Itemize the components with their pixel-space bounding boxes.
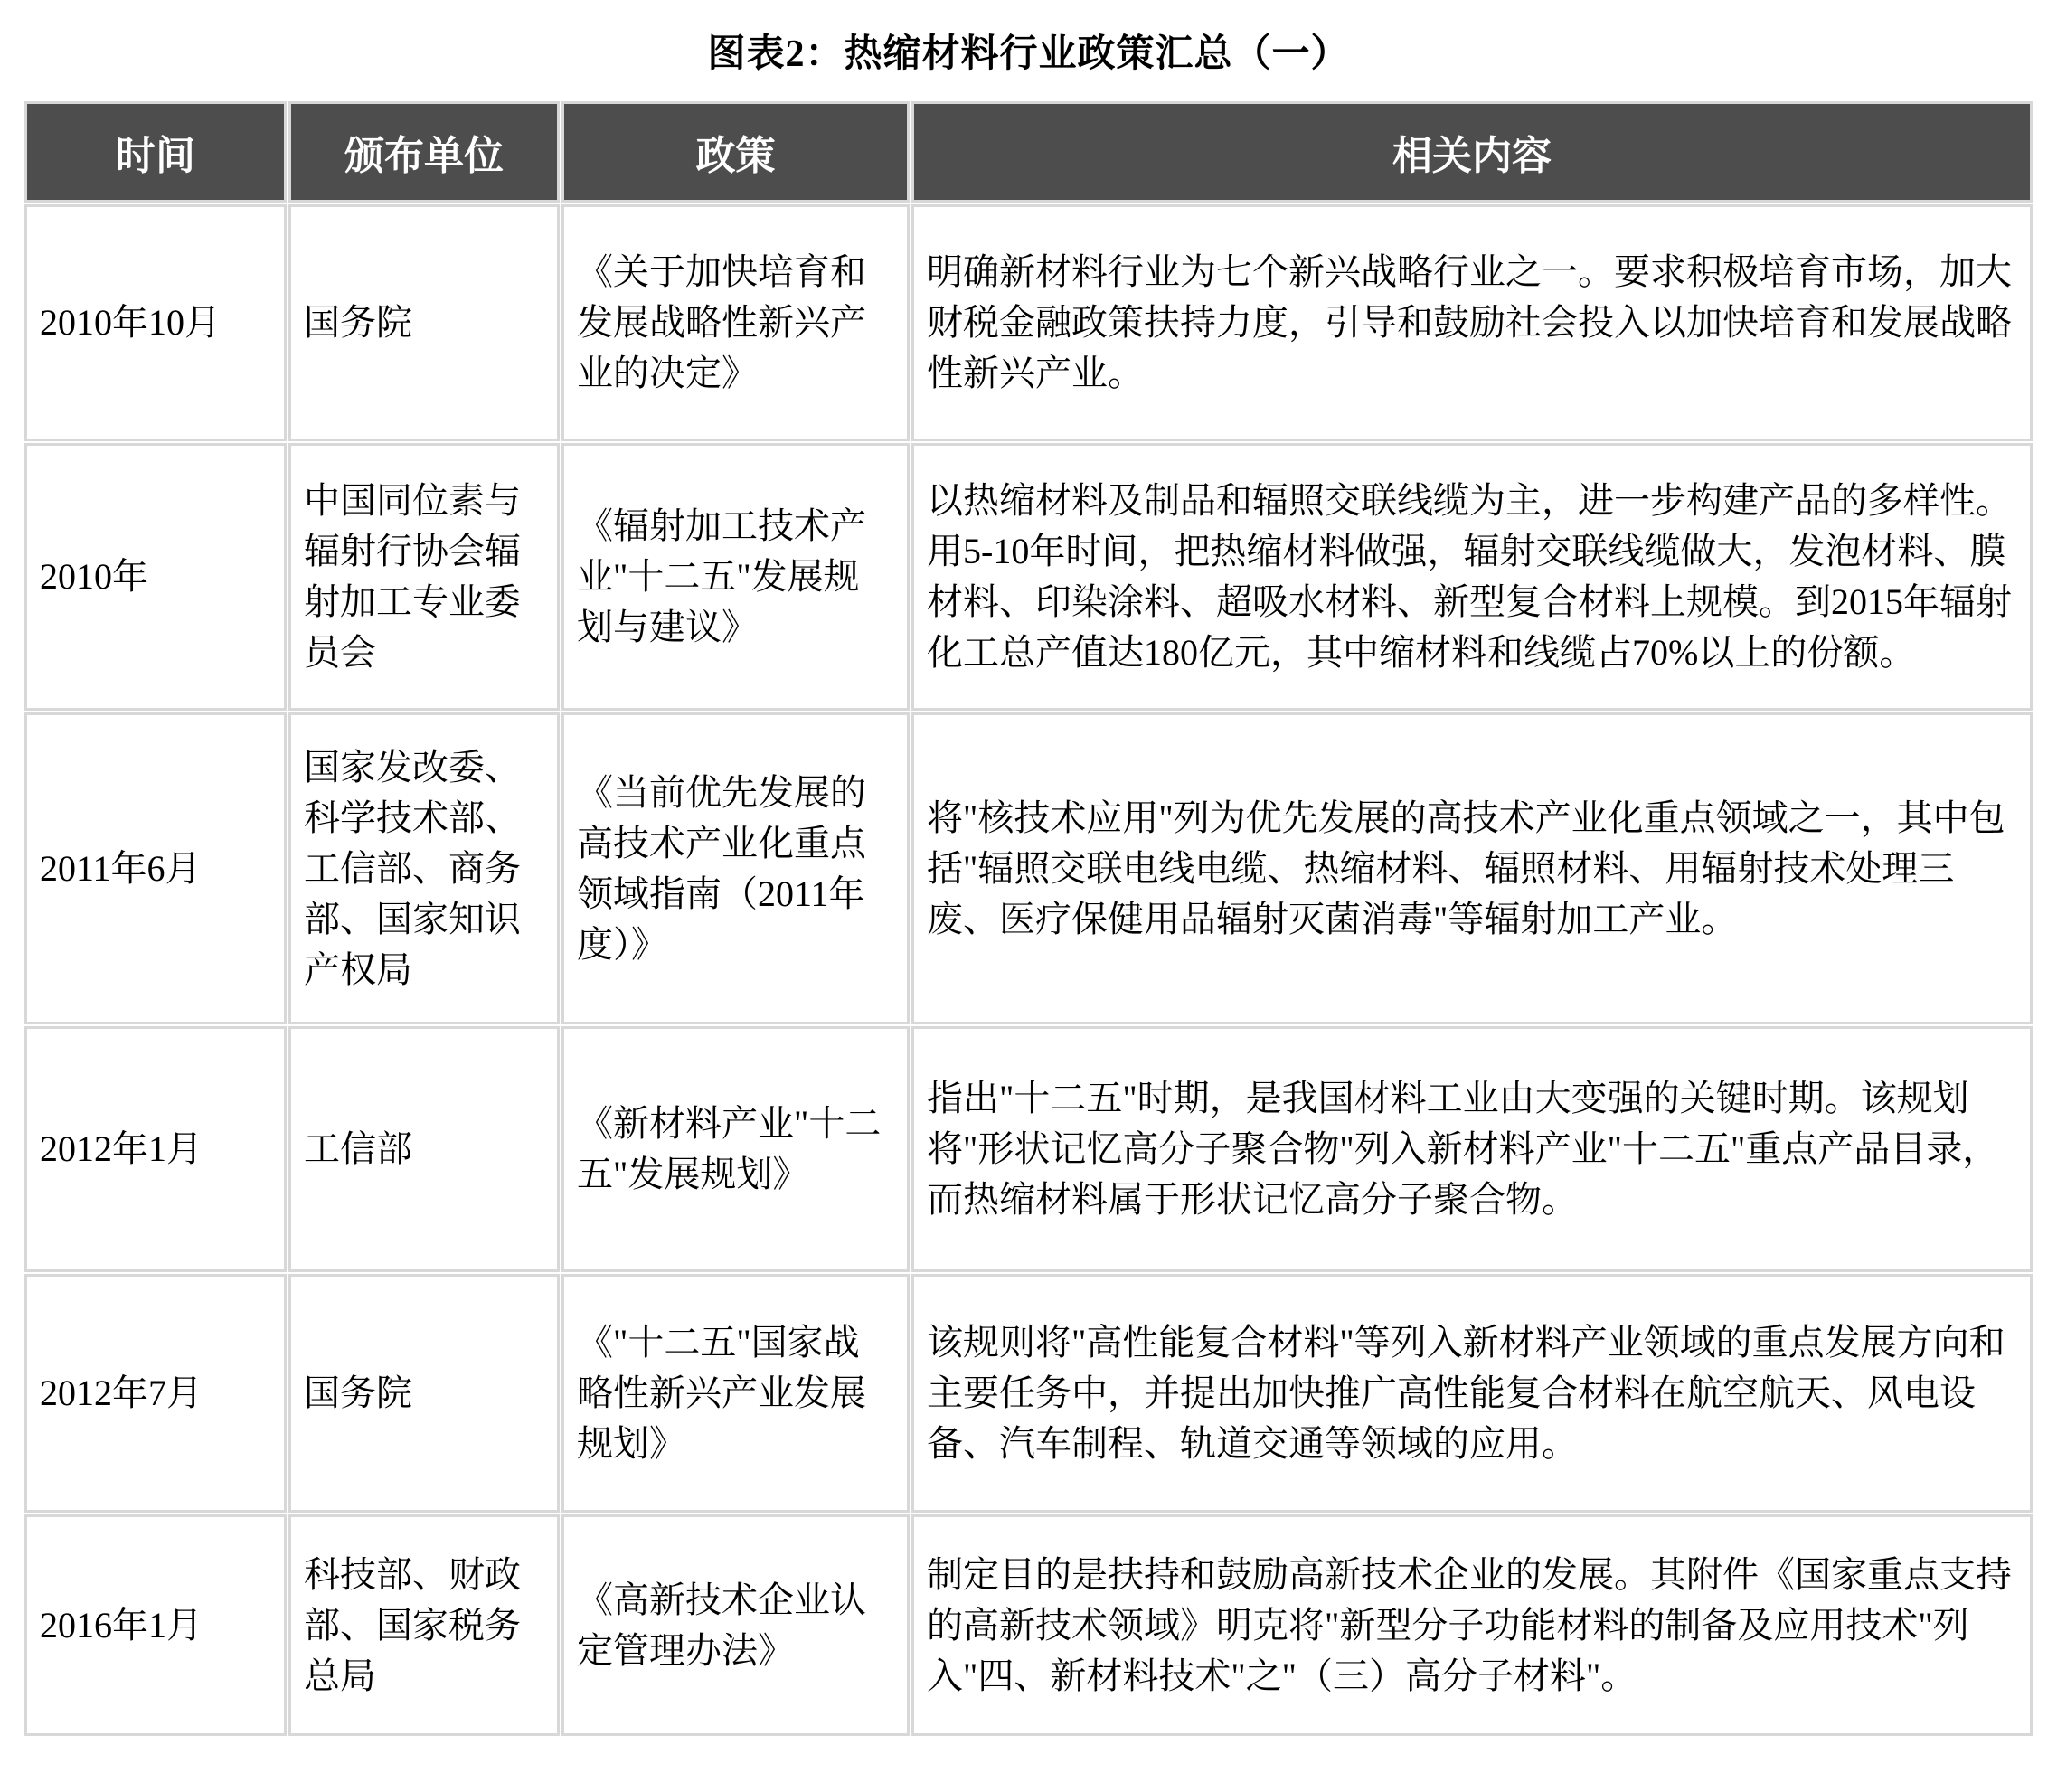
table-row: [24, 1274, 2033, 1513]
cell-time: 2011年6月: [24, 712, 287, 1024]
cell-time: 2010年10月: [24, 204, 287, 441]
cell-issuing-unit: 国家发改委、科学技术部、工信部、商务部、国家知识产权局: [288, 712, 560, 1024]
cell-issuing-unit: 工信部: [288, 1026, 560, 1272]
cell-content: 该规则将"高性能复合材料"等列入新材料产业领域的重点发展方向和主要任务中，并提出加快推广高性能复合材料在航空航天、风电设备、汽车制程、轨道交通等领域的应用。: [911, 1274, 2033, 1513]
cell-issuing-unit: 中国同位素与辐射行协会辐射加工专业委员会: [288, 443, 560, 711]
cell-policy: 《辐射加工技术产业"十二五"发展规划与建议》: [561, 443, 910, 711]
table-row: [24, 1026, 2033, 1272]
cell-policy: 《当前优先发展的高技术产业化重点领域指南（2011年度）》: [561, 712, 910, 1024]
cell-time: 2012年1月: [24, 1026, 287, 1272]
cell-time: 2016年1月: [24, 1514, 287, 1736]
cell-time: 2012年7月: [24, 1274, 287, 1513]
cell-time: 2010年: [24, 443, 287, 711]
column-header-content: 相关内容: [911, 101, 2033, 203]
cell-content: 以热缩材料及制品和辐照交联线缆为主，进一步构建产品的多样性。用5-10年时间，把热缩材料做强，辐射交联线缆做大，发泡材料、膜材料、印染涂料、超吸水材料、新型复合材料上规模。到2015年辐射化工总产值达180亿元，其中缩材料和线缆占70%以上的份额。: [911, 443, 2033, 711]
cell-content: 明确新材料行业为七个新兴战略行业之一。要求积极培育市场，加大财税金融政策扶持力度，引导和鼓励社会投入以加快培育和发展战略性新兴产业。: [911, 204, 2033, 441]
cell-policy: 《新材料产业"十二五"发展规划》: [561, 1026, 910, 1272]
table-row: [24, 443, 2033, 711]
table-header-row: [24, 101, 2033, 203]
cell-content: 制定目的是扶持和鼓励高新技术企业的发展。其附件《国家重点支持的高新技术领域》明克将"新型分子功能材料的制备及应用技术"列入"四、新材料技术"之"（三）高分子材料"。: [911, 1514, 2033, 1736]
page-title: 图表2：热缩材料行业政策汇总（一）: [707, 33, 1350, 75]
cell-content: 将"核技术应用"列为优先发展的高技术产业化重点领域之一，其中包括"辐照交联电线电缆、热缩材料、辐照材料、用辐射技术处理三废、医疗保健用品辐射灭菌消毒"等辐射加工产业。: [911, 712, 2033, 1024]
cell-content: 指出"十二五"时期，是我国材料工业由大变强的关键时期。该规划将"形状记忆高分子聚合物"列入新材料产业"十二五"重点产品目录，而热缩材料属于形状记忆高分子聚合物。: [911, 1026, 2033, 1272]
policy-table: [23, 99, 2034, 1738]
policy-table-section: [23, 99, 2034, 1738]
table-row: [24, 1514, 2033, 1736]
column-header-time: 时间: [24, 101, 287, 203]
cell-issuing-unit: 科技部、财政部、国家税务总局: [288, 1514, 560, 1736]
cell-issuing-unit: 国务院: [288, 1274, 560, 1513]
cell-policy: 《"十二五"国家战略性新兴产业发展规划》: [561, 1274, 910, 1513]
cell-policy: 《高新技术企业认定管理办法》: [561, 1514, 910, 1736]
column-header-issuing-unit: 颁布单位: [288, 101, 560, 203]
table-row: [24, 712, 2033, 1024]
cell-issuing-unit: 国务院: [288, 204, 560, 441]
cell-policy: 《关于加快培育和发展战略性新兴产业的决定》: [561, 204, 910, 441]
column-header-policy: 政策: [561, 101, 910, 203]
table-row: [24, 204, 2033, 441]
